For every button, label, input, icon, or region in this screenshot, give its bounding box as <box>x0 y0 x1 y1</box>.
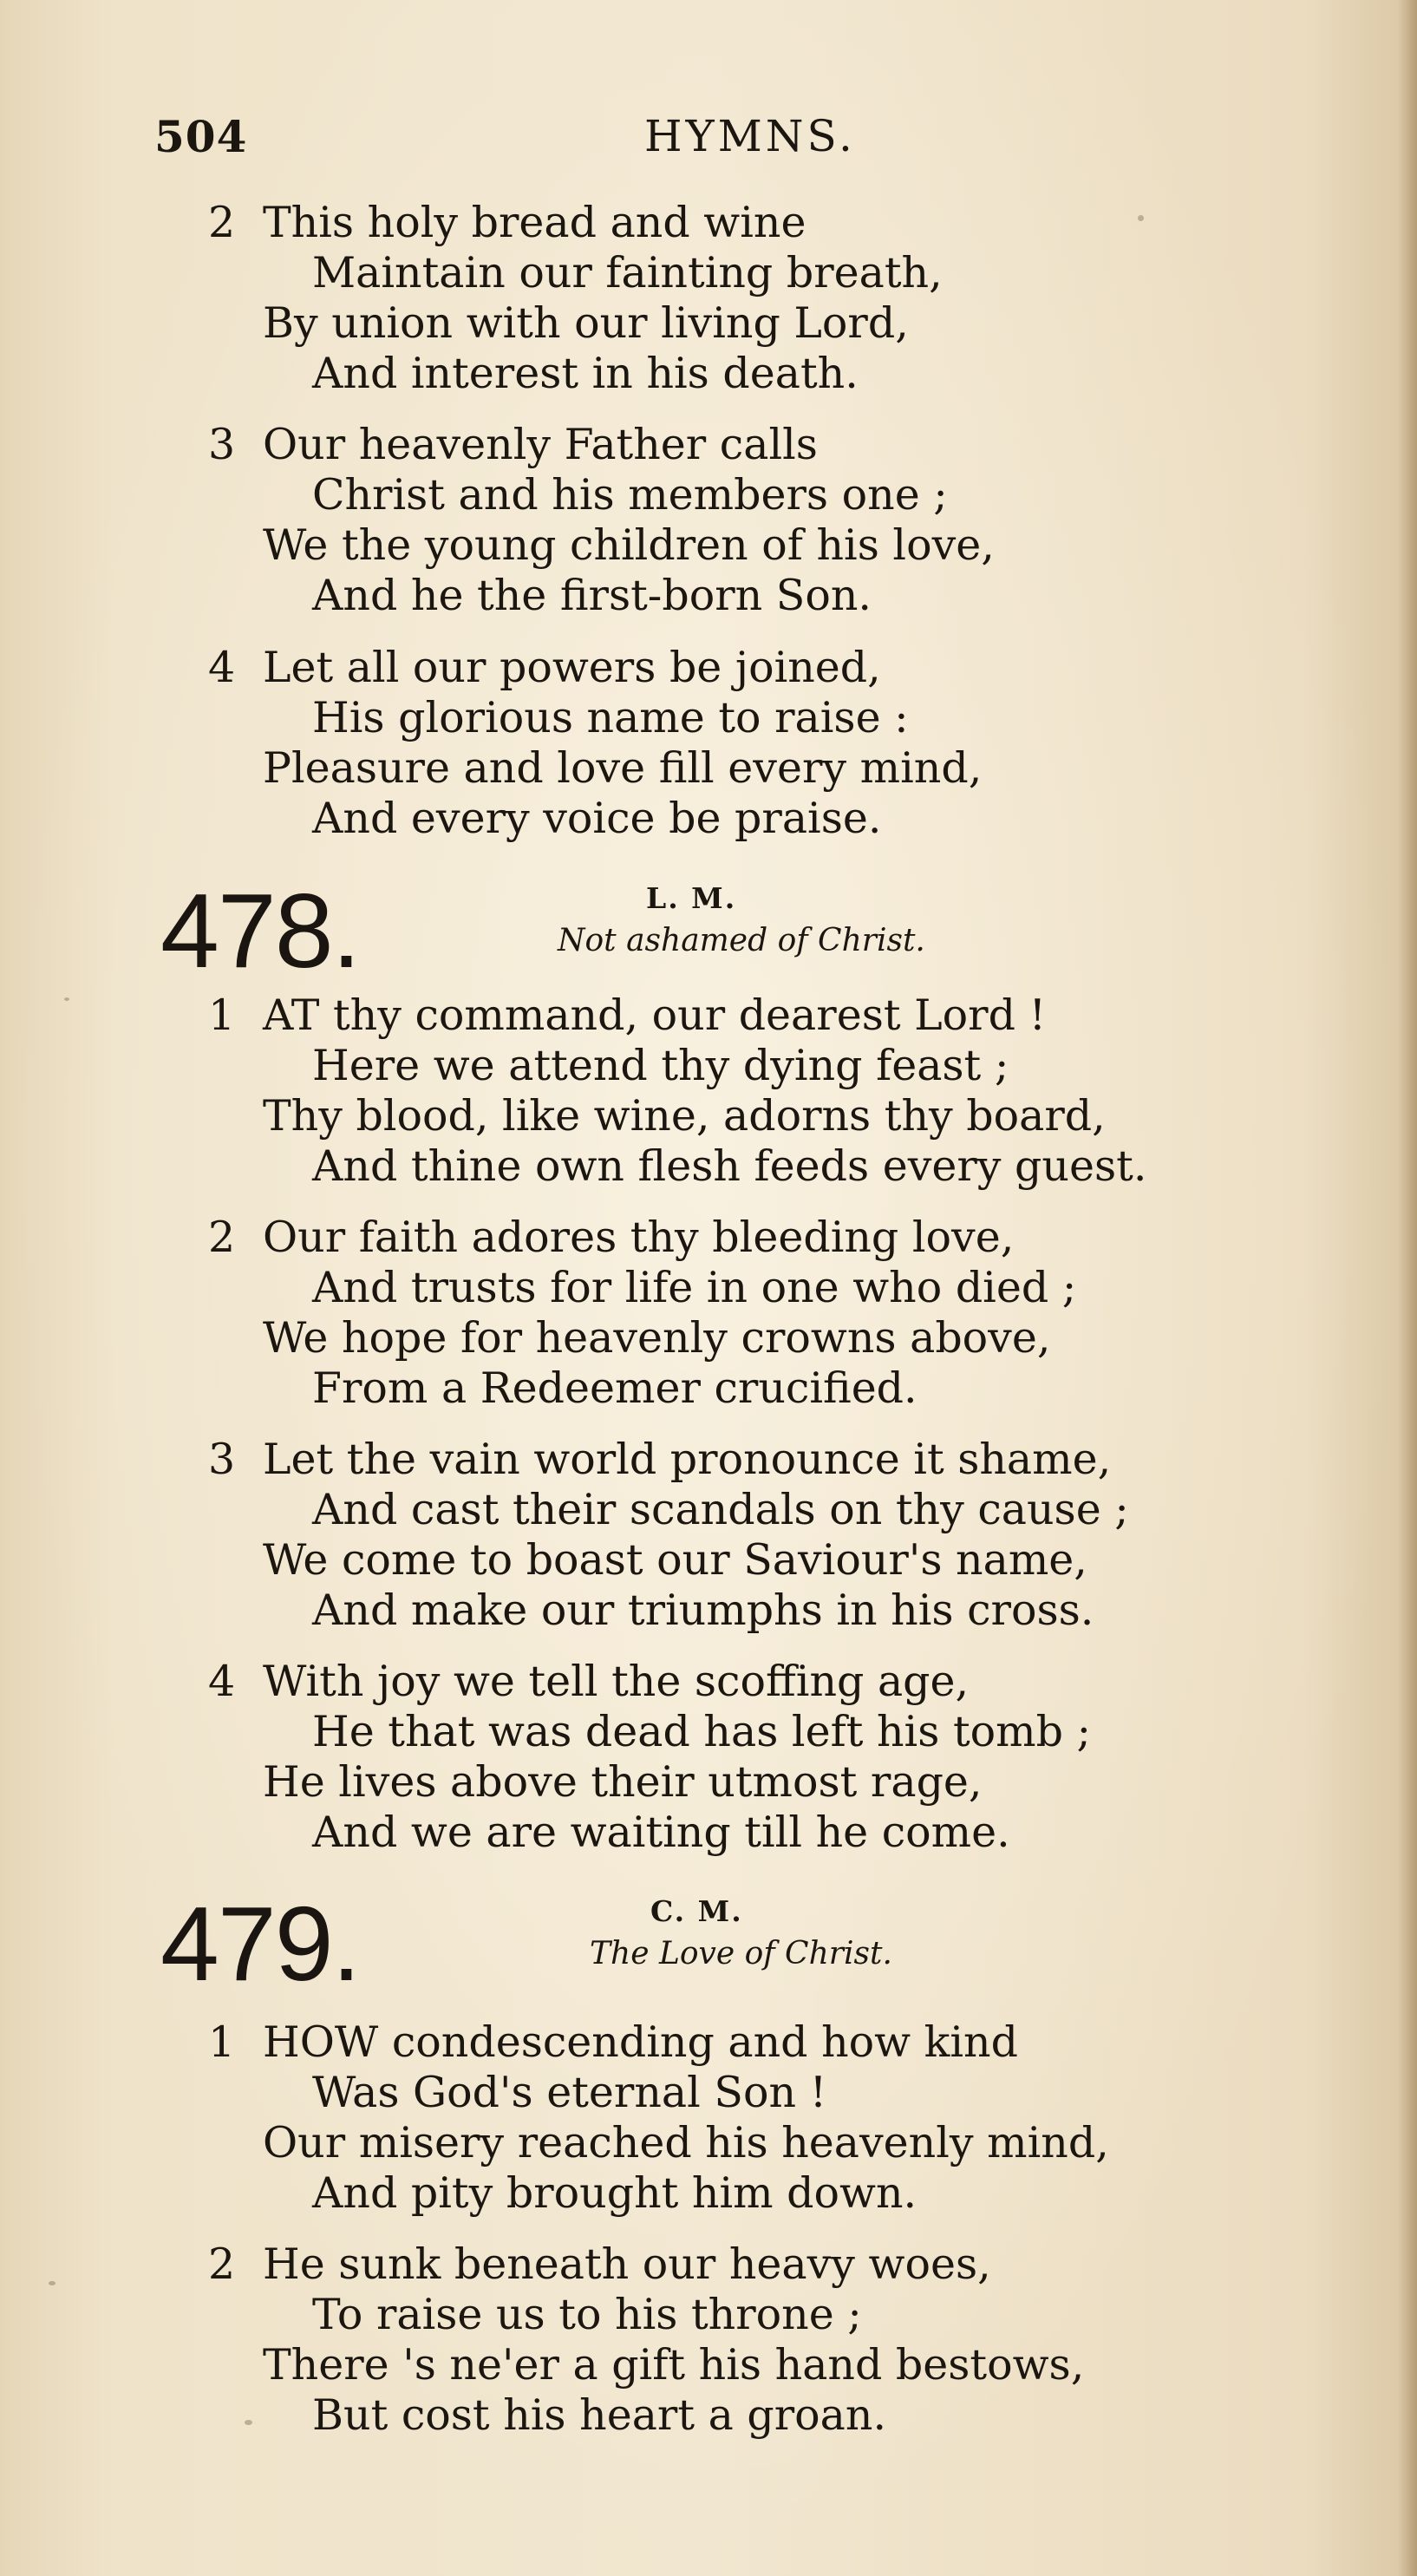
verse-line: Christ and his members one ; <box>312 470 948 520</box>
paper-speck <box>64 997 69 1001</box>
verse-number: 2 <box>208 2239 236 2289</box>
verse-line: He sunk beneath our heavy woes, <box>263 2239 991 2289</box>
verse-line: And he the first-born Son. <box>312 571 872 620</box>
verse-number: 2 <box>208 1213 236 1262</box>
verse-line: And we are waiting till he come. <box>312 1808 1010 1857</box>
hymn-heading <box>160 872 1028 990</box>
verse-line: And cast their scandals on thy cause ; <box>312 1485 1129 1534</box>
paper-speck <box>245 2420 252 2425</box>
verse-line: There 's ne'er a gift his hand bestows, <box>263 2340 1085 2390</box>
verse-line: We come to boast our Saviour's name, <box>263 1535 1087 1585</box>
hymn-heading <box>160 1885 1028 2003</box>
verse-line: Our heavenly Father calls <box>263 420 818 469</box>
hymn-theme: Not ashamed of Christ. <box>558 923 925 958</box>
verse-number: 3 <box>208 1435 236 1484</box>
verse-line: He lives above their utmost rage, <box>263 1757 983 1807</box>
verse-number: 1 <box>208 2017 236 2067</box>
verse-line: And thine own flesh feeds every guest. <box>312 1141 1147 1191</box>
verse-line: We hope for heavenly crowns above, <box>263 1313 1051 1363</box>
verse-number: 4 <box>208 1657 236 1706</box>
verse-number: 1 <box>208 991 236 1040</box>
verse-line: By union with our living Lord, <box>263 298 909 348</box>
verse-number: 4 <box>208 643 236 692</box>
verse-line: With joy we tell the scoffing age, <box>263 1657 970 1706</box>
verse-line: And interest in his death. <box>312 349 859 398</box>
verse-line: And every voice be praise. <box>312 794 882 843</box>
verse-line: This holy bread and wine <box>263 198 806 247</box>
verse-line: We the young children of his love, <box>263 520 995 570</box>
verse-line: And trusts for life in one who died ; <box>312 1263 1077 1312</box>
hymn-meter: L. M. <box>646 881 737 915</box>
page-number: 504 <box>154 111 248 162</box>
verse-line: But cost his heart a groan. <box>312 2390 887 2440</box>
verse-line: His glorious name to raise : <box>312 693 909 742</box>
running-title: HYMNS. <box>644 111 856 161</box>
verse-line: Maintain our fainting breath, <box>312 248 943 297</box>
verse-line: Here we attend thy dying feast ; <box>312 1041 1009 1090</box>
verse-line: To raise us to his throne ; <box>312 2290 862 2339</box>
page-edge-shadow <box>1398 0 1417 2576</box>
page-header <box>154 111 1195 172</box>
paper-speck <box>49 2281 56 2285</box>
verse-line: He that was dead has left his tomb ; <box>312 1707 1092 1756</box>
hymn-meter: C. M. <box>650 1894 743 1928</box>
verse-line: AT thy command, our dearest Lord ! <box>263 991 1047 1040</box>
verse-line: Our misery reached his heavenly mind, <box>263 2118 1109 2167</box>
verse-line: Let all our powers be joined, <box>263 643 881 692</box>
hymn-number: 478. <box>160 872 360 990</box>
verse-line: From a Redeemer crucified. <box>312 1363 917 1413</box>
verse-line: Pleasure and love fill every mind, <box>263 743 983 793</box>
paper-speck <box>1138 215 1144 221</box>
verse-line: Thy blood, like wine, adorns thy board, <box>263 1091 1106 1141</box>
verse-line: Was God's eternal Son ! <box>312 2068 827 2117</box>
verse-number: 3 <box>208 420 236 469</box>
verse-line: And make our triumphs in his cross. <box>312 1585 1094 1635</box>
verse-number: 2 <box>208 198 236 247</box>
hymn-number: 479. <box>160 1885 360 2003</box>
hymn-theme: The Love of Christ. <box>590 1936 892 1971</box>
verse-line: Let the vain world pronounce it shame, <box>263 1435 1112 1484</box>
verse-line: And pity brought him down. <box>312 2168 917 2218</box>
verse-line: HOW condescending and how kind <box>263 2017 1018 2067</box>
verse-line: Our faith adores thy bleeding love, <box>263 1213 1015 1262</box>
